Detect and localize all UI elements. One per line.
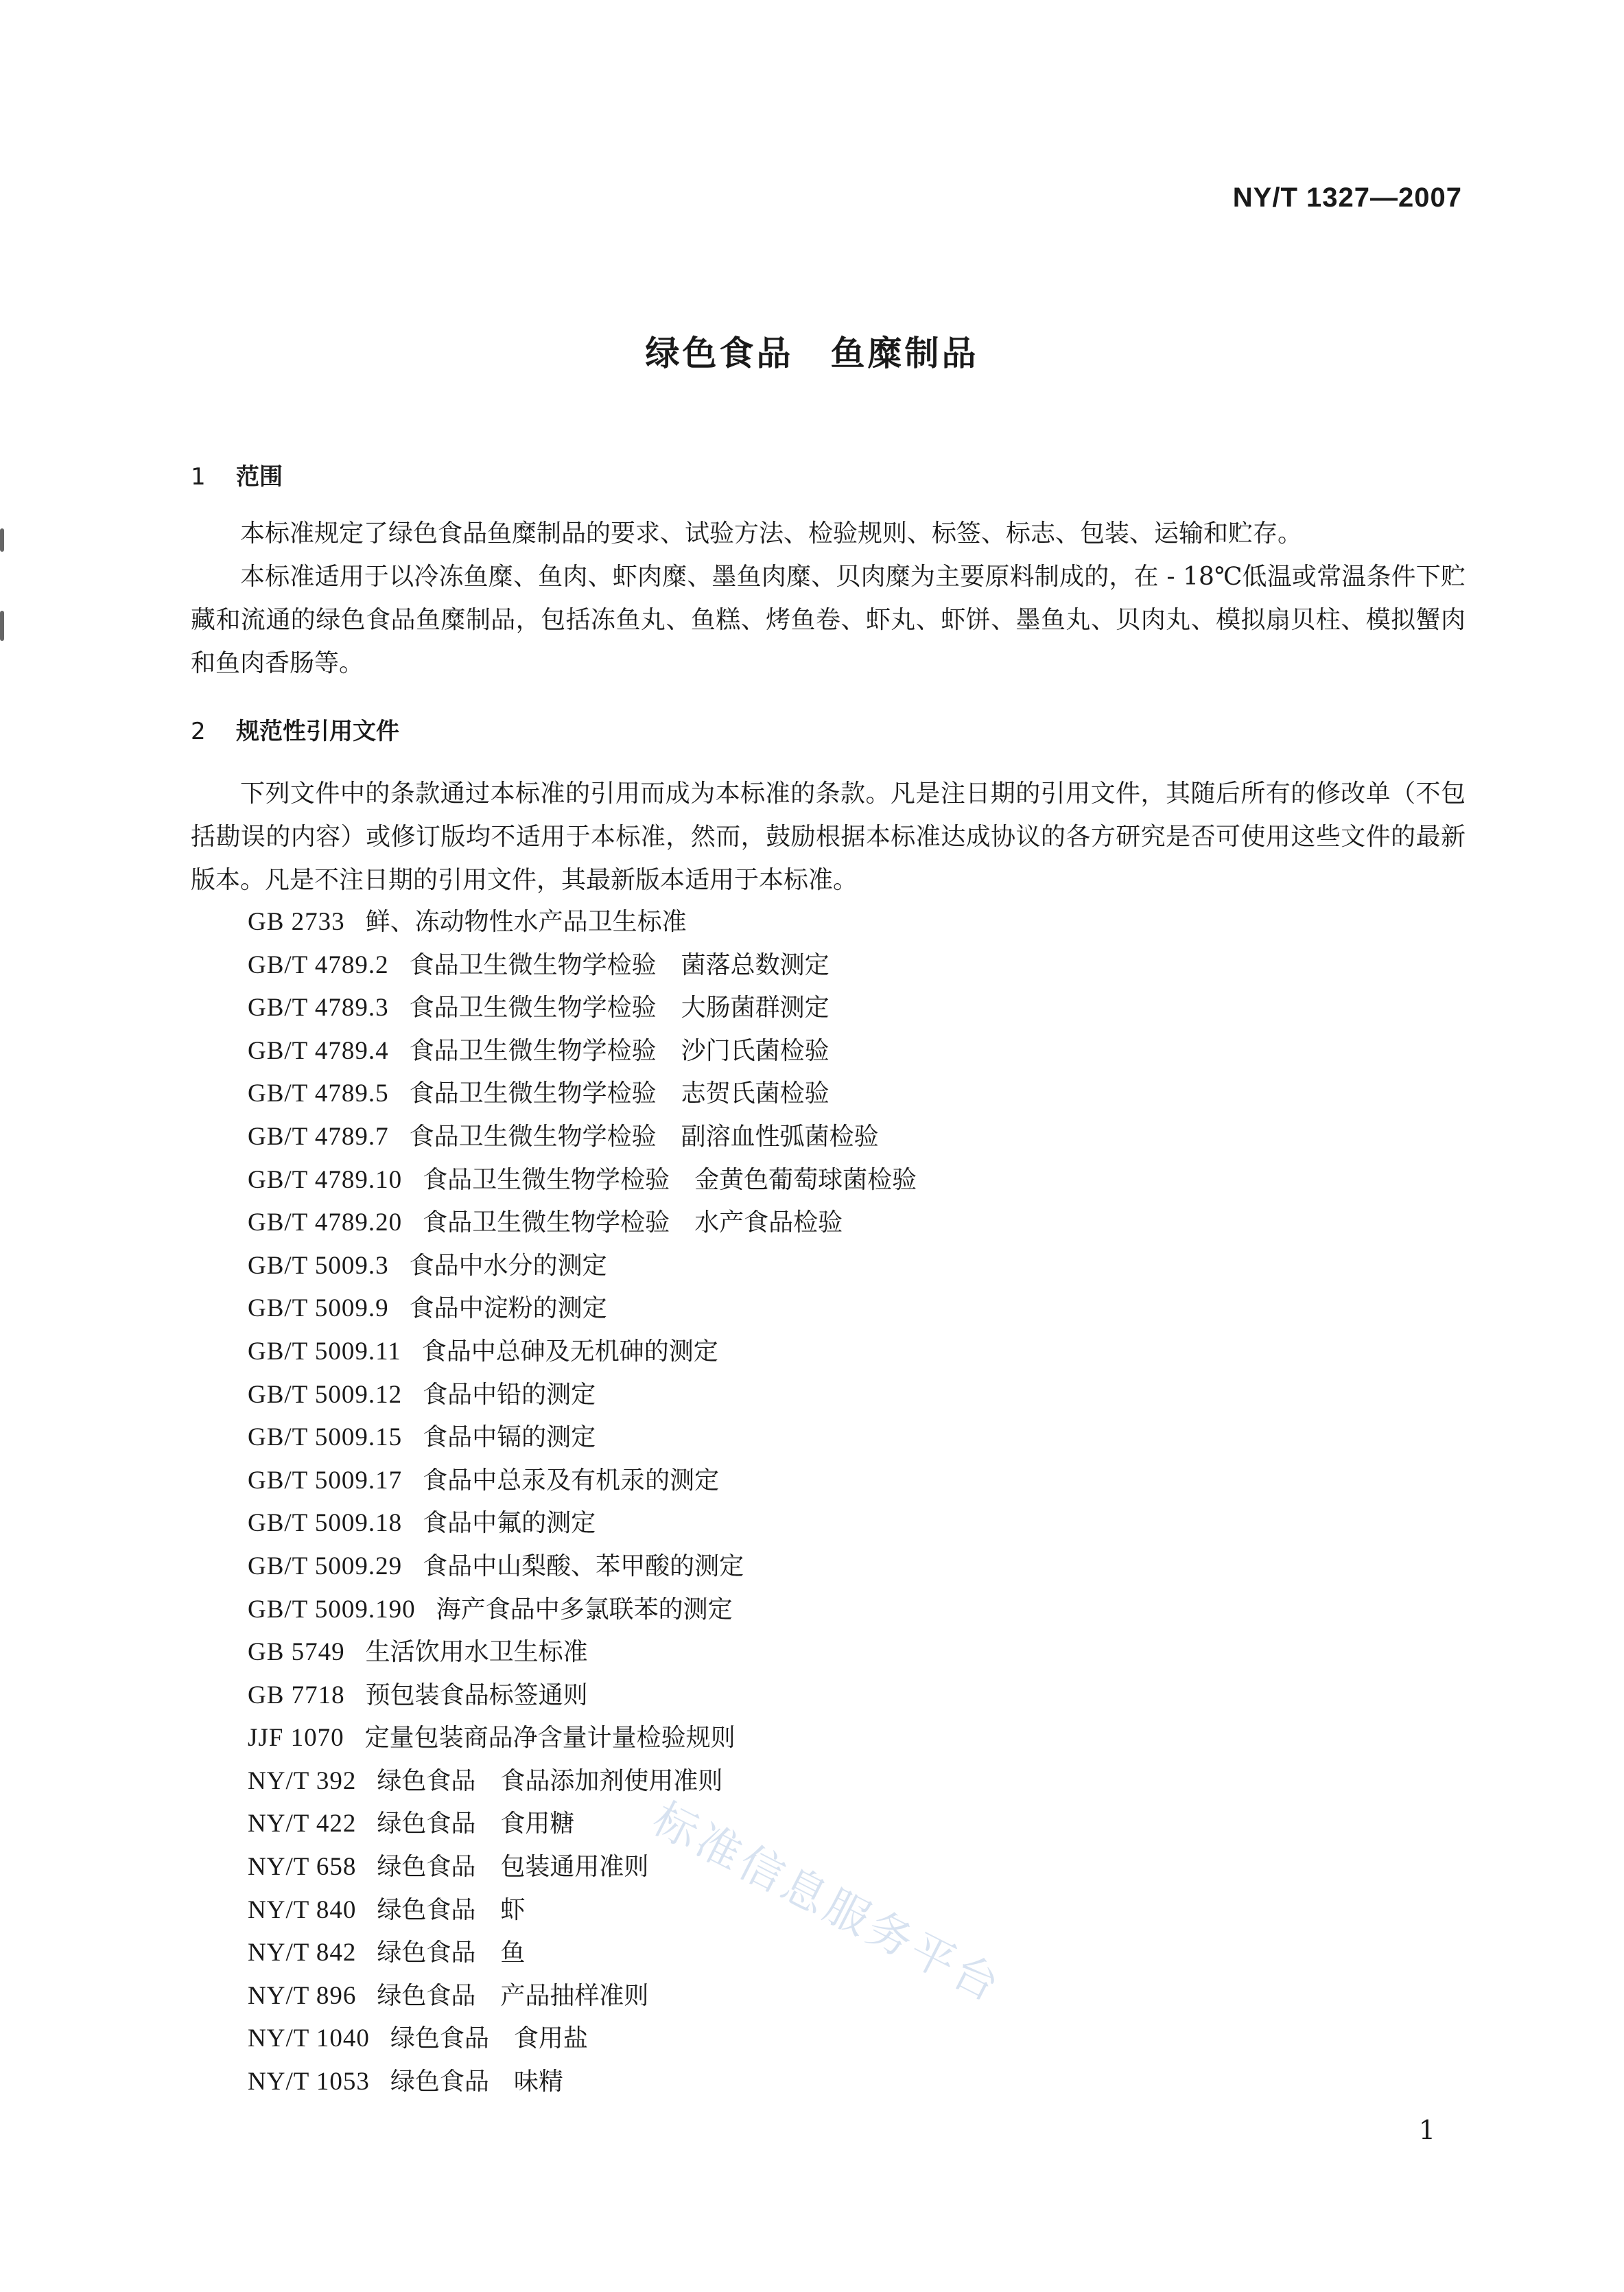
reference-item <box>248 1589 917 1632</box>
reference-title: 食品卫生微生物学检验 沙门氏菌检验 <box>409 1036 829 1065</box>
reference-code: GB 2733 <box>248 908 345 936</box>
reference-item <box>248 1803 917 1846</box>
reference-code: GB/T 4789.7 <box>248 1122 389 1151</box>
reference-item <box>248 2061 917 2104</box>
reference-item <box>248 1846 917 1889</box>
reference-code: GB/T 5009.29 <box>248 1552 403 1580</box>
reference-code: NY/T 842 <box>248 1939 357 1967</box>
reference-item <box>248 901 917 944</box>
page-number: 1 <box>1418 2115 1435 2145</box>
reference-code: GB/T 4789.5 <box>248 1079 389 1108</box>
reference-title: 食品中水分的测定 <box>409 1251 607 1280</box>
reference-item <box>248 1502 917 1545</box>
reference-title: 食品卫生微生物学检验 菌落总数测定 <box>409 950 829 979</box>
reference-code: GB/T 4789.20 <box>248 1208 403 1237</box>
reference-item <box>248 1030 917 1073</box>
reference-code: NY/T 1040 <box>248 2024 370 2053</box>
reference-item <box>248 1674 917 1718</box>
reference-title: 食品中总汞及有机汞的测定 <box>423 1466 720 1495</box>
reference-code: GB/T 5009.15 <box>248 1423 403 1452</box>
scan-margin-mark <box>0 611 4 641</box>
reference-item <box>248 1202 917 1245</box>
reference-item <box>248 1760 917 1803</box>
reference-code: NY/T 1053 <box>248 2068 370 2096</box>
reference-item <box>248 1073 917 1116</box>
reference-list <box>248 901 917 2104</box>
scope-paragraph: 本标准适用于以冷冻鱼糜、鱼肉、虾肉糜、墨鱼肉糜、贝肉糜为主要原料制成的，在 - 18℃低温或常温条件下贮藏和流通的绿色食品鱼糜制品，包括冻鱼丸、鱼糕、烤鱼卷、虾丸、虾饼、墨鱼丸、贝肉丸、模拟扇贝柱、模拟蟹肉和鱼肉香肠等。 <box>191 563 1466 677</box>
reference-code: NY/T 422 <box>248 1810 357 1838</box>
reference-title: 预包装食品标签通则 <box>365 1681 588 1709</box>
section-number: 1 <box>191 463 206 491</box>
reference-title: 食品中山梨酸、苯甲酸的测定 <box>423 1552 744 1580</box>
reference-title: 绿色食品 虾 <box>377 1895 526 1924</box>
reference-title: 食品中总砷及无机砷的测定 <box>421 1337 718 1366</box>
reference-item <box>248 1460 917 1503</box>
reference-title: 食品卫生微生物学检验 大肠菌群测定 <box>409 994 829 1022</box>
reference-code: GB/T 4789.10 <box>248 1165 403 1194</box>
reference-title: 绿色食品 包装通用准则 <box>377 1853 649 1882</box>
standard-code: NY/T 1327—2007 <box>1232 183 1462 213</box>
reference-item <box>248 2018 917 2061</box>
reference-title: 绿色食品 食用盐 <box>390 2024 588 2053</box>
reference-title: 鲜、冻动物性水产品卫生标准 <box>365 908 687 936</box>
reference-title: 食品卫生微生物学检验 金黄色葡萄球菌检验 <box>423 1165 917 1194</box>
reference-title: 食品卫生微生物学检验 志贺氏菌检验 <box>409 1079 829 1108</box>
reference-item <box>248 1116 917 1159</box>
reference-item <box>248 987 917 1030</box>
reference-item <box>248 1889 917 1932</box>
reference-code: NY/T 658 <box>248 1853 357 1882</box>
reference-title: 生活饮用水卫生标准 <box>365 1638 588 1667</box>
reference-code: GB/T 5009.11 <box>248 1337 401 1366</box>
reference-title: 食品卫生微生物学检验 水产食品检验 <box>423 1208 843 1237</box>
section-number: 2 <box>191 718 206 745</box>
reference-code: GB/T 5009.17 <box>248 1466 403 1495</box>
reference-item <box>248 1975 917 2018</box>
reference-item <box>248 1287 917 1331</box>
section-heading-normative-references <box>191 712 399 746</box>
reference-title: 绿色食品 食品添加剂使用准则 <box>377 1766 723 1795</box>
reference-title: 绿色食品 鱼 <box>377 1939 526 1967</box>
reference-item <box>248 944 917 987</box>
reference-title: 海产食品中多氯联苯的测定 <box>436 1595 733 1624</box>
reference-item <box>248 1545 917 1589</box>
reference-item <box>248 1932 917 1975</box>
document-title: 绿色食品 鱼糜制品 <box>645 334 979 373</box>
reference-code: JJF 1070 <box>248 1724 344 1753</box>
reference-code: GB 7718 <box>248 1681 345 1709</box>
reference-title: 食品中镉的测定 <box>423 1423 596 1452</box>
scan-margin-mark <box>0 528 4 552</box>
reference-code: NY/T 896 <box>248 1981 357 2010</box>
reference-title: 定量包装商品净含量计量检验规则 <box>364 1724 735 1753</box>
reference-item <box>248 1331 917 1374</box>
section-title: 范围 <box>236 463 283 491</box>
reference-code: GB/T 5009.9 <box>248 1294 389 1323</box>
section-heading-scope <box>191 458 283 491</box>
reference-code: GB/T 5009.18 <box>248 1509 403 1538</box>
section-title: 规范性引用文件 <box>236 718 399 745</box>
reference-code: NY/T 392 <box>248 1766 357 1795</box>
watermark: 标准信息服务平台 <box>644 1793 1011 2013</box>
reference-item <box>248 1159 917 1202</box>
reference-code: GB/T 4789.3 <box>248 994 389 1022</box>
reference-item <box>248 1717 917 1760</box>
reference-code: NY/T 840 <box>248 1895 357 1924</box>
reference-item <box>248 1374 917 1417</box>
reference-item <box>248 1245 917 1288</box>
reference-title: 食品中铅的测定 <box>423 1380 596 1409</box>
reference-code: GB/T 4789.4 <box>248 1036 389 1065</box>
scope-paragraph: 本标准规定了绿色食品鱼糜制品的要求、试验方法、检验规则、标签、标志、包装、运输和贮存。 <box>240 519 1303 548</box>
reference-code: GB/T 5009.3 <box>248 1251 389 1280</box>
reference-title: 绿色食品 产品抽样准则 <box>377 1981 649 2010</box>
reference-title: 食品卫生微生物学检验 副溶血性弧菌检验 <box>409 1122 879 1151</box>
reference-code: GB/T 4789.2 <box>248 950 389 979</box>
reference-code: GB 5749 <box>248 1638 345 1667</box>
reference-item <box>248 1631 917 1674</box>
reference-title: 食品中淀粉的测定 <box>409 1294 607 1323</box>
reference-item <box>248 1416 917 1460</box>
references-intro-paragraph: 下列文件中的条款通过本标准的引用而成为本标准的条款。凡是注日期的引用文件，其随后所有的修改单（不包括勘误的内容）或修订版均不适用于本标准，然而，鼓励根据本标准达成协议的各方研究是否可使用这些文件的最新版本。凡是不注日期的引用文件，其最新版本适用于本标准。 <box>191 780 1466 894</box>
reference-title: 绿色食品 食用糖 <box>377 1810 575 1838</box>
reference-title: 绿色食品 味精 <box>390 2068 563 2096</box>
reference-code: GB/T 5009.190 <box>248 1595 416 1624</box>
reference-code: GB/T 5009.12 <box>248 1380 403 1409</box>
reference-title: 食品中氟的测定 <box>423 1509 596 1538</box>
